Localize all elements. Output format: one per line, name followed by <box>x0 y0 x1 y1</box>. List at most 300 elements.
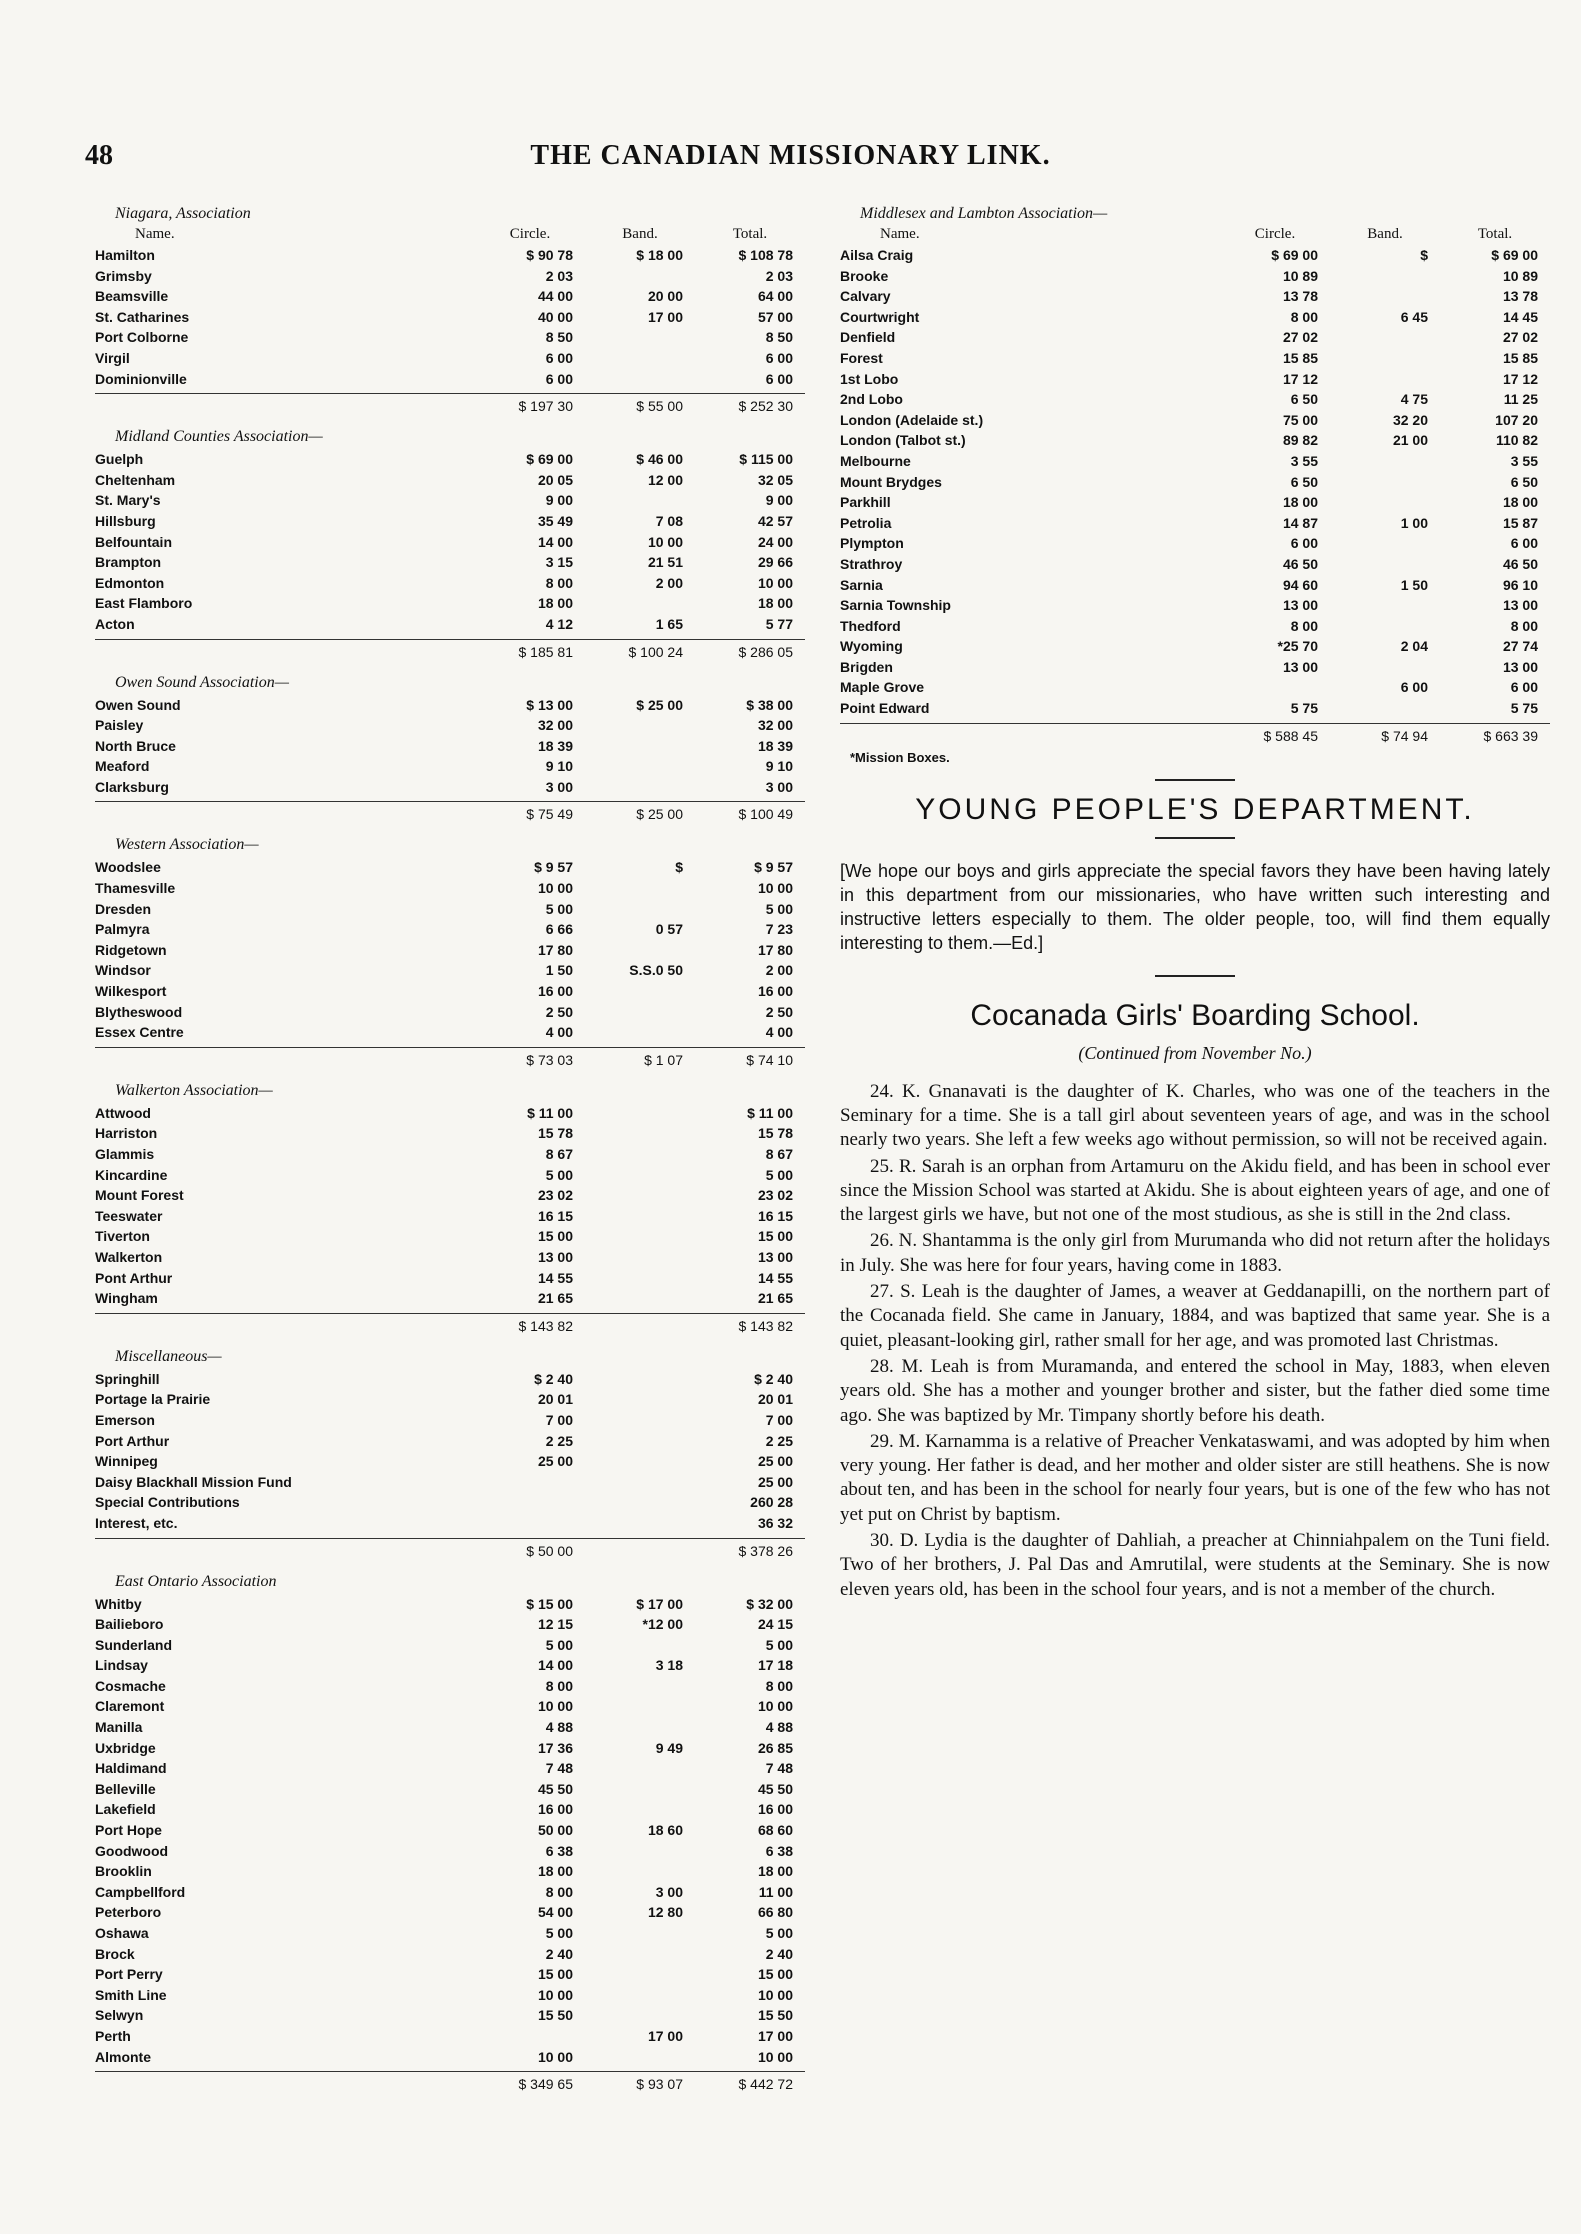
row-name: St. Mary's <box>95 492 161 509</box>
table-row <box>95 327 805 348</box>
band-value: 1 50 <box>1400 576 1428 593</box>
total-total: $ 143 82 <box>738 1317 793 1334</box>
association-table <box>95 1082 805 1334</box>
row-name: Port Hope <box>95 1822 162 1839</box>
row-name: Goodwood <box>95 1842 169 1859</box>
total-value: 5 75 <box>1510 700 1538 717</box>
circle-value: 2 25 <box>545 1432 573 1449</box>
row-name: Meaford <box>95 758 150 775</box>
circle-value: $ 69 00 <box>1271 247 1318 263</box>
total-value: 13 00 <box>1502 658 1538 675</box>
band-value <box>585 1451 695 1472</box>
row-name: Oshawa <box>95 1925 149 1941</box>
total-value: 14 55 <box>757 1269 793 1286</box>
band-value <box>585 266 695 287</box>
row-name: Calvary <box>840 288 891 305</box>
row-name: Special Contributions <box>95 1494 240 1511</box>
total-band: $ 93 07 <box>636 2076 683 2093</box>
total-value: 5 77 <box>765 615 793 632</box>
total-value: 32 00 <box>757 717 793 734</box>
table-row <box>95 1206 805 1227</box>
table-row <box>95 532 805 553</box>
table-row <box>95 552 805 573</box>
table-row <box>95 695 805 716</box>
circle-value: 3 15 <box>545 554 573 571</box>
row-name: Perth <box>95 2027 131 2044</box>
table-row <box>95 1779 805 1800</box>
table-row <box>95 2047 805 2068</box>
table-row <box>95 1268 805 1289</box>
circle-value: 16 15 <box>537 1207 573 1224</box>
table-row <box>840 636 1550 657</box>
circle-value: 9 10 <box>545 758 573 775</box>
table-row <box>840 348 1550 369</box>
table-totals <box>95 801 805 822</box>
table-row <box>95 715 805 736</box>
band-value: $ <box>675 859 683 876</box>
band-value <box>585 1841 695 1862</box>
page-header <box>85 140 1496 180</box>
circle-value: $ 90 78 <box>526 247 573 263</box>
circle-value: $ 69 00 <box>526 451 573 468</box>
row-name: Owen Sound <box>95 696 181 713</box>
total-value: 4 88 <box>765 1719 793 1736</box>
row-name: Claremont <box>95 1698 165 1715</box>
table-row <box>840 554 1550 575</box>
total-value: 8 00 <box>765 1677 793 1694</box>
table-row <box>95 1185 805 1206</box>
row-name: Uxbridge <box>95 1739 156 1756</box>
circle-value: 6 00 <box>545 349 573 366</box>
circle-value: 9 00 <box>545 492 573 509</box>
band-value: 1 00 <box>1400 514 1428 531</box>
table-row <box>95 1513 805 1534</box>
circle-value: 4 12 <box>545 615 573 632</box>
band-value <box>585 1492 695 1513</box>
table-row <box>840 286 1550 307</box>
table-row <box>95 573 805 594</box>
row-name: Wilkesport <box>95 983 167 1000</box>
circle-value: 18 00 <box>537 595 573 612</box>
total-band: $ 100 24 <box>628 643 683 660</box>
page-number: 48 <box>85 140 113 171</box>
table-row <box>95 1964 805 1985</box>
total-value: 25 00 <box>757 1453 793 1470</box>
row-name: Smith Line <box>95 1986 167 2003</box>
row-name: Brooke <box>840 267 889 284</box>
association-title: Midland Counties Association— <box>115 428 323 446</box>
row-name: Plympton <box>840 535 904 552</box>
circle-value: 46 50 <box>1282 555 1318 572</box>
table-row <box>95 614 805 635</box>
table-row <box>840 430 1550 451</box>
band-value <box>585 1268 695 1289</box>
left-column <box>95 205 805 2106</box>
circle-value <box>475 1492 585 1513</box>
band-value: 4 75 <box>1400 391 1428 408</box>
total-value: 21 65 <box>757 1290 793 1307</box>
band-value <box>585 1410 695 1431</box>
circle-value: $ 15 00 <box>526 1595 573 1612</box>
table-row <box>95 1944 805 1965</box>
table-totals <box>95 393 805 414</box>
row-name: Bailieboro <box>95 1616 164 1633</box>
band-value: 6 00 <box>1400 679 1428 696</box>
row-name: Teeswater <box>95 1207 163 1224</box>
row-name: Cheltenham <box>95 471 176 488</box>
total-value: 57 00 <box>757 308 793 325</box>
row-name: Courtwright <box>840 308 920 325</box>
total-value: 7 23 <box>765 921 793 938</box>
total-value: 16 15 <box>757 1207 793 1224</box>
total-value: 6 00 <box>765 349 793 366</box>
table-row <box>95 1614 805 1635</box>
table-row <box>95 1882 805 1903</box>
total-circle: $ 185 81 <box>518 643 573 660</box>
band-value: 18 60 <box>647 1822 683 1839</box>
header-band: Band. <box>622 226 658 242</box>
total-value: 42 57 <box>757 512 793 529</box>
total-value: 4 00 <box>765 1024 793 1041</box>
band-value <box>585 878 695 899</box>
table-row <box>840 410 1550 431</box>
row-name: Acton <box>95 615 135 632</box>
band-value <box>585 1369 695 1390</box>
total-value: 10 89 <box>1502 267 1538 284</box>
article-paragraph: 28. M. Leah is from Muramanda, and entered the school in May, 1883, when eleven years old. She has a mother and younger brother and sister, but the father died some time ago. She was baptized by Mr. Timpany shortly before his death. <box>840 1355 1550 1426</box>
circle-value: 6 50 <box>1290 473 1318 490</box>
table-row <box>95 1103 805 1124</box>
article-paragraph: 24. K. Gnanavati is the daughter of K. Charles, who was one of the teachers in the Seminary for a time. She is a tall girl about seventeen years of age, and was in the school nearly two years. She left a few weeks ago without permission, so will not be received again. <box>840 1080 1550 1151</box>
total-value: 16 00 <box>757 983 793 1000</box>
table-row <box>840 245 1550 266</box>
row-name: Almonte <box>95 2048 151 2065</box>
row-name: Wyoming <box>840 638 903 655</box>
circle-value: 10 00 <box>537 1986 573 2003</box>
circle-value: 8 00 <box>545 1677 573 1694</box>
band-value: 20 00 <box>647 288 683 305</box>
total-value: $ 69 00 <box>1491 247 1538 263</box>
row-name: Harriston <box>95 1125 158 1142</box>
table-row <box>95 1985 805 2006</box>
band-value: 2 04 <box>1400 638 1428 655</box>
total-value: 18 39 <box>757 737 793 754</box>
total-value: 5 00 <box>765 1925 793 1941</box>
circle-value: 15 00 <box>537 1228 573 1245</box>
association-table <box>95 1348 805 1559</box>
band-value <box>1330 327 1440 348</box>
table-row <box>840 616 1550 637</box>
total-value: 9 10 <box>765 758 793 775</box>
row-name: Woodslee <box>95 859 161 876</box>
total-band <box>585 1543 695 1559</box>
band-value <box>585 1389 695 1410</box>
band-value: 17 00 <box>647 2027 683 2044</box>
total-value: $ 115 00 <box>739 451 793 468</box>
total-value: 24 00 <box>757 533 793 550</box>
row-name: Brock <box>95 1945 135 1962</box>
band-value: 2 00 <box>655 574 683 591</box>
row-name: Parkhill <box>840 494 891 511</box>
band-value: $ <box>1420 247 1428 263</box>
table-row <box>95 1002 805 1023</box>
total-value: 2 00 <box>765 962 793 979</box>
total-value: 15 00 <box>757 1228 793 1245</box>
total-value: 13 00 <box>757 1248 793 1265</box>
association-table <box>95 674 805 823</box>
article-title: Cocanada Girls' Boarding School. <box>970 998 1420 1032</box>
total-circle: $ 75 49 <box>526 806 573 823</box>
row-name: Mount Forest <box>95 1187 184 1204</box>
table-row <box>95 1923 805 1944</box>
total-total: $ 378 26 <box>738 1542 793 1559</box>
total-value: 6 50 <box>1510 473 1538 490</box>
total-value: 14 45 <box>1502 308 1538 325</box>
table-body <box>840 245 1550 719</box>
circle-value: 6 38 <box>545 1842 573 1859</box>
table-row <box>840 513 1550 534</box>
circle-value: 18 00 <box>1282 494 1318 511</box>
circle-value: 14 87 <box>1282 514 1318 531</box>
circle-value: 13 00 <box>1282 597 1318 614</box>
table-row <box>95 286 805 307</box>
table-row <box>95 899 805 920</box>
band-value <box>1330 492 1440 513</box>
total-value: $ 108 78 <box>738 247 793 263</box>
band-value: 12 80 <box>647 1904 683 1921</box>
table-row <box>95 511 805 532</box>
row-name: Lindsay <box>95 1657 148 1674</box>
total-value: 8 67 <box>765 1146 793 1162</box>
circle-value: 6 00 <box>1290 535 1318 552</box>
row-name: Attwood <box>95 1104 151 1121</box>
row-name: Wingham <box>95 1290 158 1307</box>
band-value <box>585 1165 695 1186</box>
row-name: Edmonton <box>95 574 165 591</box>
band-value <box>585 1123 695 1144</box>
circle-value: 44 00 <box>537 288 573 305</box>
article-paragraph: 30. D. Lydia is the daughter of Dahliah, a preacher at Chinniahpalem on the Tuni field. Two of her brothers, J. Pal Das and Amrutilal, were students at the Seminary. She is now eleven years old, has been in the school four years, and is not a member of the church. <box>840 1530 1550 1600</box>
divider <box>1155 975 1235 977</box>
circle-value: 20 01 <box>537 1391 573 1408</box>
band-value <box>585 1861 695 1882</box>
header-circle: Circle. <box>509 226 551 242</box>
band-value <box>1330 533 1440 554</box>
total-value: 6 00 <box>765 370 793 387</box>
total-band: $ 55 00 <box>636 398 683 415</box>
band-value <box>585 1923 695 1944</box>
row-name: Denfield <box>840 329 896 346</box>
table-row <box>840 677 1550 698</box>
total-value: 3 00 <box>765 778 793 795</box>
total-value: 36 32 <box>757 1514 793 1531</box>
circle-value: 15 85 <box>1282 349 1318 366</box>
band-value <box>585 1635 695 1656</box>
circle-value: 2 50 <box>545 1003 573 1020</box>
band-value <box>585 1103 695 1124</box>
band-value <box>585 1676 695 1697</box>
circle-value: 35 49 <box>537 512 573 529</box>
association-title: East Ontario Association <box>115 1572 277 1590</box>
total-value: 15 78 <box>757 1125 793 1142</box>
row-name: Dresden <box>95 900 152 917</box>
table-row <box>95 1676 805 1697</box>
total-value: $ 38 00 <box>746 696 793 713</box>
table-row <box>95 1799 805 1820</box>
association-title: Western Association— <box>115 836 259 854</box>
association-table <box>95 836 805 1067</box>
total-value: 18 00 <box>757 1863 793 1880</box>
circle-value: 14 00 <box>537 1657 573 1674</box>
band-value: 32 20 <box>1392 411 1428 428</box>
table-header <box>95 226 805 243</box>
total-value: 9 00 <box>765 492 793 509</box>
total-circle: $ 588 45 <box>1263 727 1318 744</box>
row-name: Maple Grove <box>840 679 925 696</box>
table-row <box>840 595 1550 616</box>
band-value <box>585 1144 695 1165</box>
band-value <box>585 1696 695 1717</box>
circle-value: 75 00 <box>1282 411 1318 428</box>
total-value: 10 00 <box>757 880 793 897</box>
row-name: Ailsa Craig <box>840 247 914 263</box>
row-name: Palmyra <box>95 921 150 938</box>
table-totals <box>840 723 1550 744</box>
circle-value: 4 88 <box>545 1719 573 1736</box>
total-value: 64 00 <box>757 288 793 305</box>
total-value: 17 12 <box>1502 370 1538 387</box>
row-name: Paisley <box>95 717 144 734</box>
total-value: 3 55 <box>1510 452 1538 469</box>
band-value <box>585 327 695 348</box>
circle-value: 3 55 <box>1290 452 1318 469</box>
total-value: 27 02 <box>1502 329 1538 346</box>
circle-value: 12 15 <box>537 1616 573 1633</box>
table-row <box>95 1389 805 1410</box>
table-row <box>840 266 1550 287</box>
circle-value: $ 11 00 <box>527 1104 573 1121</box>
total-value: 29 66 <box>757 554 793 571</box>
table-row <box>95 1902 805 1923</box>
divider <box>1155 837 1235 839</box>
row-name: Belleville <box>95 1780 156 1797</box>
table-totals <box>95 1047 805 1068</box>
band-value <box>1330 286 1440 307</box>
total-value: 107 20 <box>1495 411 1538 428</box>
total-value: $ 32 00 <box>746 1595 793 1612</box>
table-row <box>95 1655 805 1676</box>
row-name: Dominionville <box>95 370 187 387</box>
band-value <box>585 1964 695 1985</box>
table-row <box>95 2026 805 2047</box>
association-table-middlesex <box>840 205 1550 765</box>
table-row <box>840 451 1550 472</box>
row-name: Sunderland <box>95 1636 173 1653</box>
row-name: 1st Lobo <box>840 370 899 387</box>
circle-value: 21 65 <box>537 1290 573 1307</box>
circle-value <box>475 1513 585 1534</box>
row-name: Cosmache <box>95 1677 166 1694</box>
circle-value: 32 00 <box>537 717 573 734</box>
circle-value: *25 70 <box>1277 638 1318 655</box>
total-value: 13 00 <box>1502 597 1538 614</box>
row-name: Peterboro <box>95 1904 162 1921</box>
table-row <box>95 1696 805 1717</box>
row-name: Thedford <box>840 617 901 634</box>
table-row <box>95 1861 805 1882</box>
table-row <box>840 369 1550 390</box>
header-name: Name. <box>135 226 175 242</box>
band-value <box>585 1799 695 1820</box>
article-subtitle: (Continued from November No.) <box>1078 1042 1312 1063</box>
total-value: 26 85 <box>757 1739 793 1756</box>
table-row <box>95 756 805 777</box>
circle-value: 5 00 <box>545 1166 573 1183</box>
row-name: London (Adelaide st.) <box>840 411 984 428</box>
row-name: East Flamboro <box>95 595 193 612</box>
total-value: 15 50 <box>757 2007 793 2024</box>
table-row <box>95 266 805 287</box>
table-row <box>95 1717 805 1738</box>
row-name: Hamilton <box>95 247 155 263</box>
band-value: 6 45 <box>1400 308 1428 325</box>
row-name: Belfountain <box>95 533 172 550</box>
row-name: Emerson <box>95 1411 155 1428</box>
circle-value: 16 00 <box>537 983 573 1000</box>
circle-value: 8 00 <box>545 1883 573 1900</box>
band-value <box>585 1022 695 1043</box>
table-row <box>95 1226 805 1247</box>
table-row <box>95 1369 805 1390</box>
circle-value: $ 2 40 <box>534 1370 573 1387</box>
row-name: Beamsville <box>95 288 169 305</box>
circle-value: 23 02 <box>537 1187 573 1204</box>
band-value <box>1330 348 1440 369</box>
circle-value: 54 00 <box>537 1904 573 1921</box>
row-name: Haldimand <box>95 1760 167 1777</box>
band-value: 3 18 <box>655 1657 683 1674</box>
band-value <box>1330 266 1440 287</box>
department-title: YOUNG PEOPLE'S DEPARTMENT. <box>915 792 1475 826</box>
band-value <box>585 369 695 390</box>
table-row <box>95 1288 805 1309</box>
table-totals <box>95 1313 805 1334</box>
total-value: 10 00 <box>757 1986 793 2003</box>
circle-value: 10 89 <box>1282 267 1318 284</box>
row-name: Mount Brydges <box>840 473 942 490</box>
article-paragraph: 29. M. Karnamma is a relative of Preacher Venkataswami, and was adopted by him when very young. Her father is dead, and her mother and older sister are still heathens. She is now about ten, and has been in the school for nearly four years, but is one of the few who has not yet put on Christ by baptism. <box>840 1430 1550 1525</box>
table-row <box>95 981 805 1002</box>
row-name: Port Arthur <box>95 1432 170 1449</box>
table-row <box>840 492 1550 513</box>
table-row <box>95 307 805 328</box>
band-value: $ 17 00 <box>636 1595 683 1612</box>
band-value <box>585 1779 695 1800</box>
row-name: Lakefield <box>95 1801 156 1818</box>
association-table <box>95 428 805 659</box>
table-row <box>95 777 805 798</box>
table-row <box>95 470 805 491</box>
total-value: 5 00 <box>765 1166 793 1183</box>
table-row <box>95 960 805 981</box>
band-value: 1 65 <box>655 615 683 632</box>
total-value: 25 00 <box>757 1473 793 1490</box>
total-value: 15 85 <box>1502 349 1538 366</box>
article-paragraph: 27. S. Leah is the daughter of James, a weaver at Geddanapilli, on the northern part of the Cocanada field. She came in January, 1884, and was baptized that same year. She is a quiet, pleasant-looking girl, rather small for her age, and was promoted last Christmas. <box>840 1281 1550 1351</box>
band-value <box>585 777 695 798</box>
row-name: Brooklin <box>95 1863 152 1880</box>
association-title: Owen Sound Association— <box>115 673 289 691</box>
